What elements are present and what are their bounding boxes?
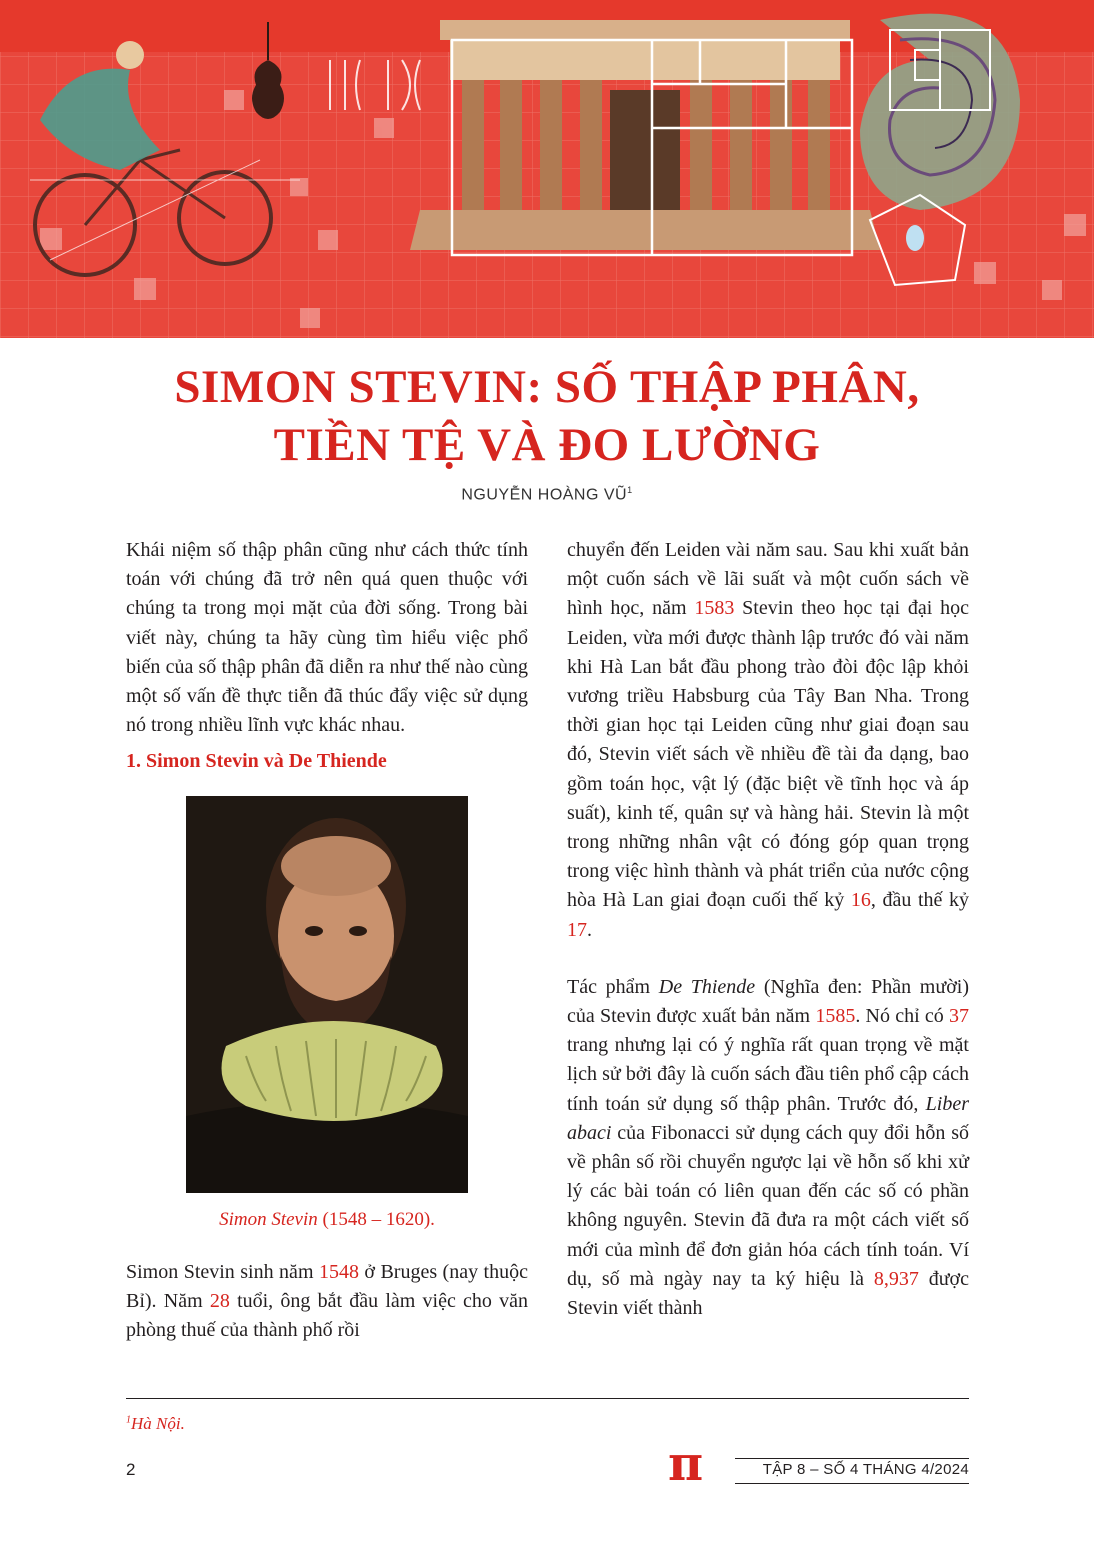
number-1583: 1583 xyxy=(694,597,735,620)
text-span: được Stevin viết thành xyxy=(567,1267,969,1320)
text-span: tuổi, ông bắt đầu làm việc cho văn phòng thuế của thành phố rồi xyxy=(126,1290,529,1342)
article-title xyxy=(0,358,1094,474)
footnote xyxy=(126,1414,185,1434)
text-span: Tác phẩm xyxy=(567,975,659,998)
text-span: . Nó chỉ có xyxy=(855,1005,949,1028)
header-illustration-banner xyxy=(0,0,1094,338)
book-title: Liber abaci xyxy=(567,1092,969,1144)
intro-paragraph: Khái niệm số thập phân cũng như cách thức tính toán với chúng đã trở nên quá quen thuộc với chúng ta trong mọi mặt của đời sống. Trong bài viết này, chúng ta hãy cùng tìm hiểu việc phổ biến của số thập phân đã diễn ra như thế nào cùng một số vấn đề thực tiễn đã thúc đẩy việc sử dụng nó trong nhiều lĩnh vực khác nhau. xyxy=(126,539,528,737)
text-span: của Fibonacci sử dụng cách quy đổi hỗn số về phân số rồi chuyển ngược lại về hỗn số khi xử lý các bài toán có liên quan đến các số có phần không nguyên. Stevin đã đưa ra một cách viết số mới của mình để đơn giản hóa cách tính toán. Ví dụ, số mà ngày nay ta ký hiệu là xyxy=(567,1121,969,1290)
section-heading: 1. Simon Stevin và De Thiende xyxy=(126,750,387,773)
left-column xyxy=(126,536,528,1345)
title-line-2: TIỀN TỆ VÀ ĐO LƯỜNG xyxy=(273,419,821,471)
simon-stevin-portrait xyxy=(186,796,468,1193)
caption-years: (1548 – 1620). xyxy=(317,1208,435,1230)
text-span: chuyển đến Leiden vài năm sau. Sau khi xuất bản một cuốn sách về lãi suất và một cuốn sách về hình học, năm xyxy=(567,539,969,620)
paragraph-gap xyxy=(567,945,969,973)
birth-paragraph xyxy=(126,1258,528,1346)
text-span: (Nghĩa đen: Phần mười) của Stevin được xuất bản năm xyxy=(567,975,969,1028)
text-span: Stevin theo học tại đại học Leiden, vừa mới được thành lập trước đó vài năm khi Hà Lan bắt đầu phong trào đòi độc lập khỏi vương triều Habsburg của Tây Ban Nha. Trong thời gian học tại Leiden cũng như giai đoạn sau đó, Stevin viết sách về nhiều đề tài đa dạng, bao gồm toán học, vật lý (đặc biệt về tĩnh học và áp suất), kinh tế, quân sự và hàng hải. Stevin là một trong những nhân vật có đóng góp quan trọng trong việc hình thành và phát triển của nước cộng hòa Hà Lan giai đoạn cuối thế kỷ xyxy=(567,597,969,912)
issue-label: TẬP 8 – SỐ 4 THÁNG 4/2024 xyxy=(735,1458,969,1484)
portrait-caption xyxy=(126,1205,528,1234)
parthenon-illustration xyxy=(410,20,880,255)
number-16: 16 xyxy=(850,889,871,912)
pi-logo-icon: π xyxy=(668,1436,704,1492)
text-span: , đầu thế kỷ xyxy=(870,889,970,912)
banner-artwork xyxy=(0,0,1094,338)
footnote-divider xyxy=(126,1398,969,1399)
number-1585: 1585 xyxy=(815,1005,856,1028)
number-8937: 8,937 xyxy=(873,1267,919,1290)
page-number: 2 xyxy=(126,1460,136,1479)
title-line-1: SIMON STEVIN: SỐ THẬP PHÂN, xyxy=(174,361,920,413)
de-thiende-paragraph xyxy=(567,973,969,1323)
text-span: trang nhưng lại có ý nghĩa rất quan trọng về mặt lịch sử bởi đây là cuốn sách đầu tiên phổ cập cách tính toán sử dụng số thập phân. Trước đó, xyxy=(567,1034,969,1115)
number-17: 17 xyxy=(567,918,587,941)
footnote-mark: 1 xyxy=(126,1414,131,1426)
author-footnote-mark: 1 xyxy=(627,485,633,495)
number-37: 37 xyxy=(949,1005,969,1028)
leiden-paragraph xyxy=(567,536,969,945)
caption-name: Simon Stevin xyxy=(219,1208,318,1230)
number-1548: 1548 xyxy=(318,1260,359,1283)
number-28: 28 xyxy=(209,1290,230,1313)
right-column xyxy=(567,536,969,1323)
text-span: ở Bruges (nay thuộc Bỉ). Năm xyxy=(126,1260,528,1313)
portrait-artwork xyxy=(186,796,468,1193)
author-byline xyxy=(0,485,1094,504)
author-name: NGUYỄN HOÀNG VŨ xyxy=(461,486,628,504)
text-span: . xyxy=(587,918,592,941)
text-span: Simon Stevin sinh năm xyxy=(126,1260,319,1283)
footnote-text: Hà Nội. xyxy=(131,1414,185,1433)
work-title: De Thiende xyxy=(658,975,756,998)
